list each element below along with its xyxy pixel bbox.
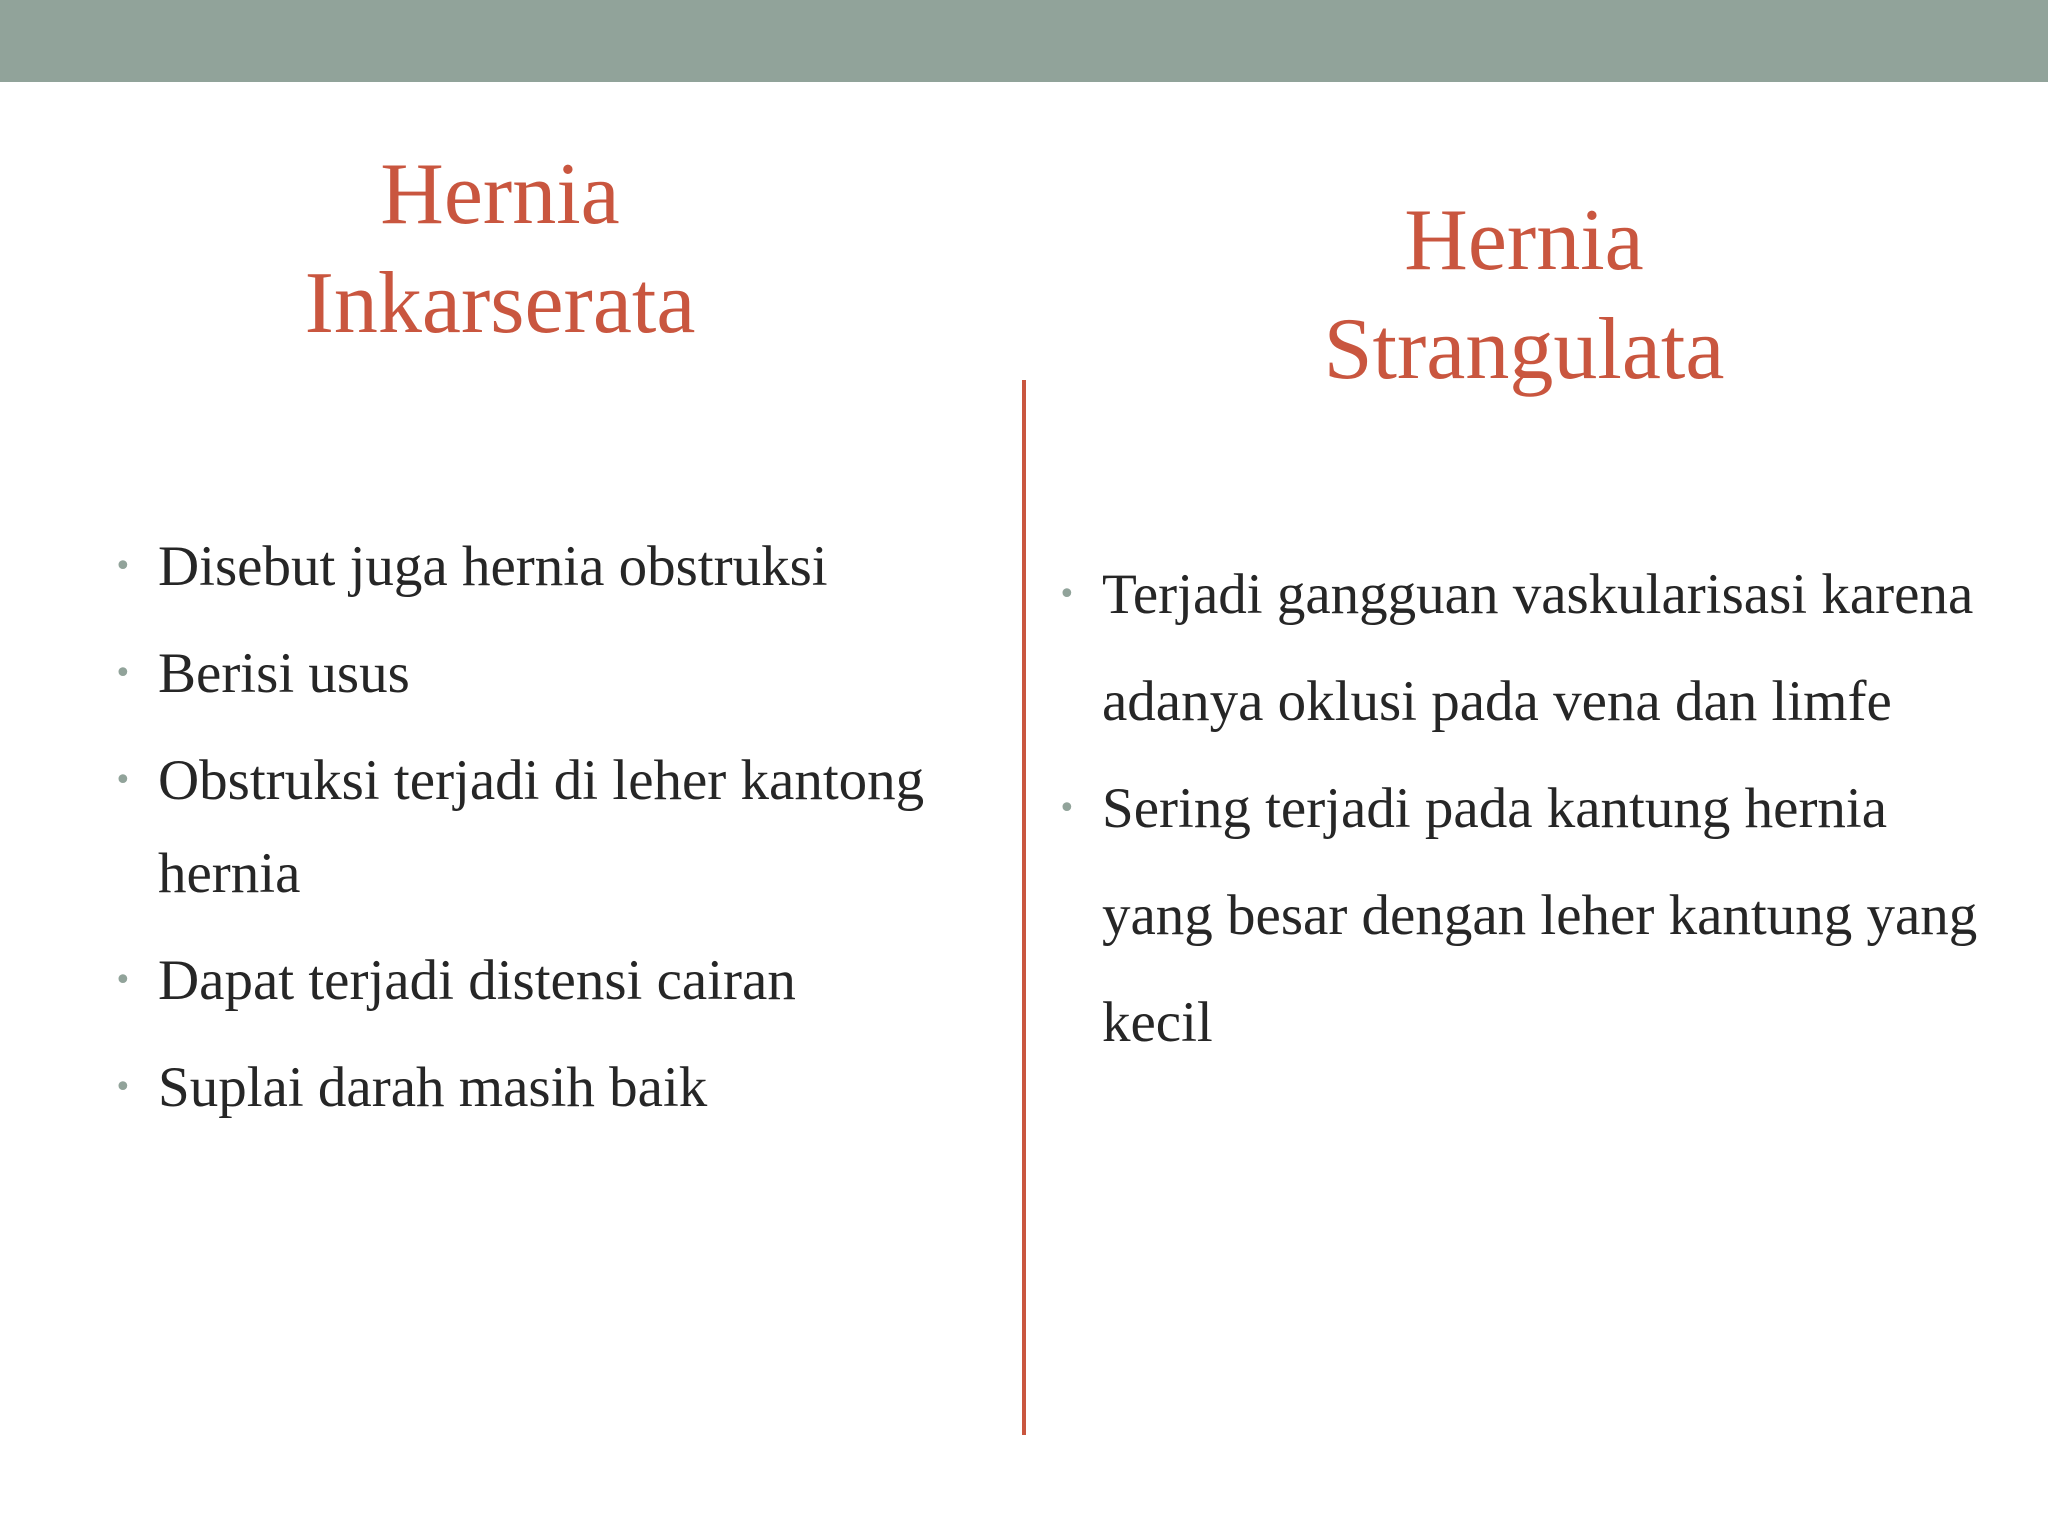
left-heading-line2: Inkarserata bbox=[304, 255, 696, 352]
list-item-text: Disebut juga hernia obstruksi bbox=[158, 535, 828, 598]
left-heading-line1: Hernia bbox=[380, 146, 620, 243]
right-column-heading bbox=[1224, 186, 1824, 404]
list-item bbox=[112, 627, 992, 720]
bullet-icon: • bbox=[114, 549, 132, 584]
list-item bbox=[112, 520, 992, 613]
left-bullet-list bbox=[112, 520, 992, 1148]
right-heading-line1: Hernia bbox=[1404, 192, 1644, 289]
bullet-icon: • bbox=[114, 656, 132, 691]
list-item bbox=[1056, 755, 1996, 1076]
list-item-text: Dapat terjadi distensi cairan bbox=[158, 949, 796, 1012]
list-item bbox=[112, 1041, 992, 1134]
bullet-icon: • bbox=[1058, 791, 1076, 826]
column-divider bbox=[1022, 380, 1026, 1435]
right-bullet-list bbox=[1056, 541, 1996, 1076]
list-item bbox=[1056, 541, 1996, 755]
list-item-text: Suplai darah masih baik bbox=[158, 1056, 708, 1119]
list-item-text: Sering terjadi pada kantung hernia yang besar dengan leher kantung yang kecil bbox=[1102, 777, 1978, 1054]
left-column-heading bbox=[200, 140, 800, 358]
bullet-icon: • bbox=[1058, 577, 1076, 612]
bullet-icon: • bbox=[114, 763, 132, 798]
bullet-icon: • bbox=[114, 963, 132, 998]
list-item-text: Obstruksi terjadi di leher kantong hernia bbox=[158, 749, 925, 905]
list-item-text: Berisi usus bbox=[158, 642, 410, 705]
list-item bbox=[112, 734, 992, 920]
list-item bbox=[112, 934, 992, 1027]
right-heading-line2: Strangulata bbox=[1323, 301, 1725, 398]
bullet-icon: • bbox=[114, 1070, 132, 1105]
list-item-text: Terjadi gangguan vaskularisasi karena adanya oklusi pada vena dan limfe bbox=[1102, 563, 1974, 733]
top-band bbox=[0, 0, 2048, 82]
